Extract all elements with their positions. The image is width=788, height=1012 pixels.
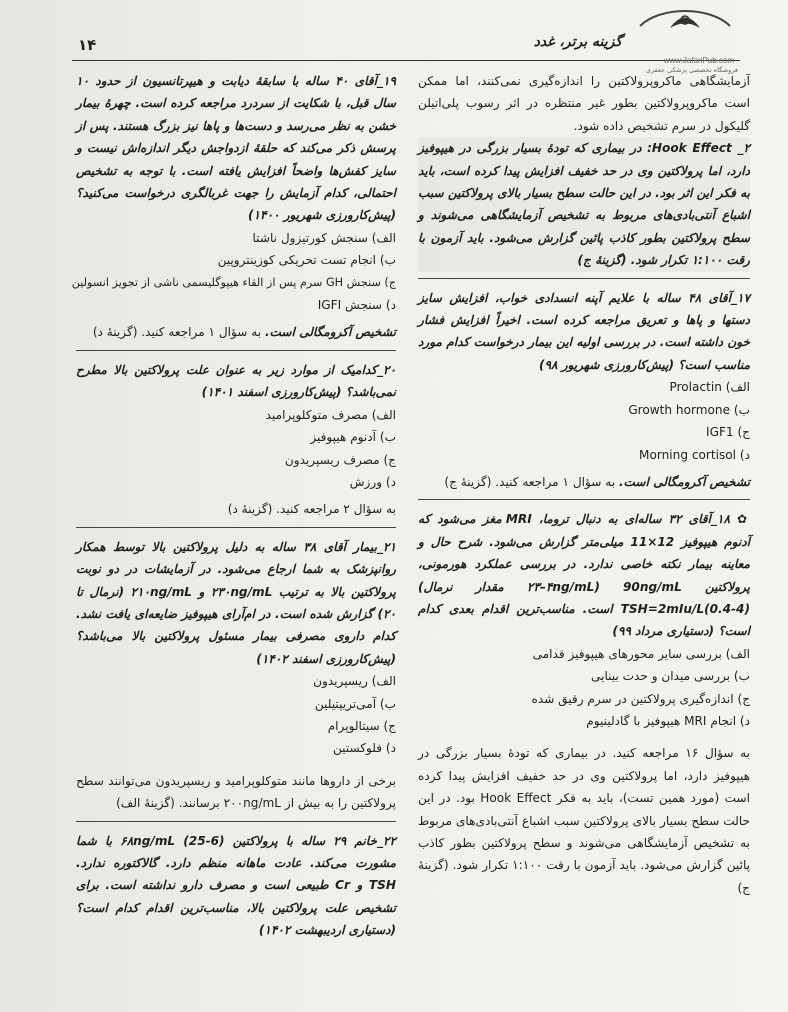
hook-effect-paragraph: ۲_ Hook Effect: در بیماری که تودهٔ بسیار بزرگی در هیپوفیز دارد، اما پرولاکتین وی در حد خفیف افزایش پیدا کرده است، باید به فکر این اثر بود. در این حالت سطح بسیار بالای پرولاکتین سبب اشباع آنتی‌بادی‌های مربوط به تشخیص آزمایشگاهی می‌شوند و سطح پرولاکتین بطور کاذب پائین گزارش می‌شود. باید آزمون با رقت ۱:۱۰۰ تکرار شود. (گزینهٔ ج): [418, 137, 750, 271]
q17-answer-bold: تشخیص آکرومگالی است.: [618, 474, 750, 489]
q17-option-c: ج) IGF1: [706, 425, 750, 440]
question-19: ۱۹_آقای ۴۰ ساله با سابقهٔ دیابت و هیپرتانسیون از حدود ۱۰ سال قبل، با شکایت از سردرد مراجعه کرده است. چهرهٔ بیمار خشن به نظر می‌رسد و دست‌ها و پاها نیز بزرگ هستند. پس از پرسش ذکر می‌کند که حلقهٔ ازدواجش دیگر اندازه‌اش نیست و سایز کفش‌ها واضحاً افزایش یافته است. با توجه به تشخیص احتمالی، کدام آزمایش را جهت غربالگری درخواست می‌کنید؟ (پیش‌کارورزی شهریور ۱۴۰۰): [76, 74, 396, 223]
publisher-logo-icon: [630, 4, 740, 56]
question-22: ۲۲_خانم ۲۹ ساله با پرولاکتین ۶۸ng/mL (25-6) با شما مشورت می‌کند. عادت ماهانه منظم دارد. گالاکتوره ندارد. TSH و Cr طبیعی است و مصرف دارو نداشته است. برای تشخیص علت پرولاکتین بالا، مناسب‌ترین اقدام کدام است؟ (دستیاری اردیبهشت ۱۴۰۲): [76, 833, 396, 938]
q21-option-a: الف) ریسپریدون: [313, 674, 396, 689]
divider: [418, 278, 750, 279]
q18-option-c: ج) اندازه‌گیری پرولاکتین در سرم رقیق شده: [531, 691, 750, 706]
question-18: ✿ ۱۸_آقای ۳۲ ساله‌ای به دنبال تروما، MRI مغز می‌شود که آدنوم هیپوفیز 12×11 میلی‌متر گزارش می‌شود. شرح حال و معاینه بیمار نکته خاصی ندارد. در بررسی عملکرد هورمونی، پرولاکتین 90ng/mL (۲۳–۴ng/mL مقدار نرمال) TSH=2mIu/L(0.4-4) است. مناسب‌ترین اقدام بعدی کدام است؟ (دستیاری مرداد ۹۹): [418, 512, 750, 639]
q21-option-c: ج) سیتالوپرام: [327, 718, 396, 733]
divider: [418, 499, 750, 500]
publisher-url: www.JafariPub.com: [663, 56, 734, 65]
page-number: ۱۴: [78, 36, 97, 54]
q20-option-d: د) ورزش: [349, 474, 396, 489]
q18-option-d: د) انجام MRI هیپوفیز با گادلینیوم: [586, 713, 750, 728]
q20-option-c: ج) مصرف ریسپریدون: [284, 452, 396, 467]
q20-option-b: ب) آدنوم هیپوفیز: [310, 430, 396, 445]
question-17: ۱۷_آقای ۴۸ ساله با علایم آپنه انسدادی خواب، افزایش سایز دستها و پاها و تعریق مراجعه کرده است. اخیراً افزایش فشار خون داشته است. در بررسی اولیه این بیمار درخواست کدام مورد مناسب است؟ (پیش‌کارورزی شهریور ۹۸): [418, 290, 750, 372]
q19-answer-rest: به سؤال ۱ مراجعه کنید. (گزینهٔ د): [92, 325, 265, 340]
q21-answer: برخی از داروها مانند متوکلوپرامید و ریسپریدون می‌توانند سطح پرولاکتین را به بیش از ۲۰۰ng/mL برسانند. (گزینهٔ الف): [76, 773, 396, 811]
q19-option-c: ج) سنجش GH سرم پس از القاء هیپوگلیسمی ناشی از تجویز انسولین: [71, 275, 396, 289]
q21-option-b: ب) آمی‌تریپتیلین: [314, 696, 396, 711]
intro-paragraph: آزمایشگاهی ماکروپرولاکتین را اندازه‌گیری نمی‌کنند، اما ممکن است ماکروپرولاکتین بطور غیر منتظره در اثر رسوب پلی‌اتیلن گلیکول در سرم تشخیص داده شود.: [418, 74, 750, 133]
q17-option-a: الف) Prolactin: [669, 380, 750, 395]
q19-option-d: د) سنجش IGFI: [317, 298, 396, 313]
question-20: ۲۰_کدامیک از موارد زیر به عنوان علت پرولاکتین بالا مطرح نمی‌باشد؟ (پیش‌کارورزی اسفند ۱۴۰۱): [76, 362, 396, 400]
q19-answer: [76, 321, 396, 343]
divider: [76, 527, 396, 528]
q17-option-d: د) Morning cortisol: [639, 447, 750, 462]
left-column: [71, 70, 396, 942]
q17-answer-rest: به سؤال ۱ مراجعه کنید. (گزینهٔ ج): [444, 474, 619, 489]
q18-answer: به سؤال ۱۶ مراجعه کنید. در بیماری که تودهٔ بسیار بزرگی در هیپوفیز دارد، اما پرولاکتین وی در حد خفیف افزایش پیدا کرده است (مورد همین تست)، باید به فکر Hook Effect بود. در این حالت سطح بسیار بالای پرولاکتین سبب اشباع آنتی‌بادی‌های مربوط به تشخیص آزمایشگاهی می‌شوند و سطح پرولاکتین بطور کاذب پائین گزارش می‌شود. باید آزمون با رقت ۱:۱۰۰ تکرار شود. (گزینهٔ ج): [418, 746, 750, 895]
q21-option-d: د) فلوکستین: [332, 741, 396, 756]
q20-option-a: الف) مصرف متوکلوپرامید: [265, 407, 396, 422]
page-header: [72, 30, 740, 74]
q17-answer: [418, 471, 750, 493]
divider: [76, 821, 396, 822]
divider: [76, 350, 396, 351]
question-21: ۲۱_بیمار آقای ۳۸ ساله به دلیل پرولاکتین بالا توسط همکار روانپزشک به شما ارجاع می‌شود. در آزمایشات در دو نوبت پرولاکتین بالا به ترتیب ۲۳۰ng/mL و ۲۱۰ng/mL (نرمال تا ۲۰) گزارش شده است. در ام‌آر‌ای هیپوفیز ضایعه‌ای یافت نشد. کدام داروی مصرفی بیمار مسئول پرولاکتین بالا می‌باشد؟ (پیش‌کارورزی اسفند ۱۴۰۲): [76, 539, 396, 666]
q18-option-b: ب) بررسی میدان و حدت بینایی: [591, 669, 750, 684]
q17-option-b: ب) Growth hormone: [628, 402, 750, 417]
q19-answer-bold: تشخیص آکرومگالی است.: [264, 325, 396, 340]
q20-answer: به سؤال ۲ مراجعه کنید. (گزینهٔ د): [227, 502, 396, 517]
publisher-subtitle: فروشگاه تخصصی پزشکی جعفری: [645, 66, 738, 74]
q19-option-a: الف) سنجش کورتیزول ناشتا: [252, 230, 396, 245]
q19-option-b: ب) انجام تست تحریکی کوزینتروپین: [217, 253, 396, 268]
right-column: [418, 70, 750, 899]
chapter-title: گزینه برتر، غدد: [533, 34, 622, 50]
q18-option-a: الف) بررسی سایر محورهای هیپوفیز قدامی: [532, 646, 750, 661]
